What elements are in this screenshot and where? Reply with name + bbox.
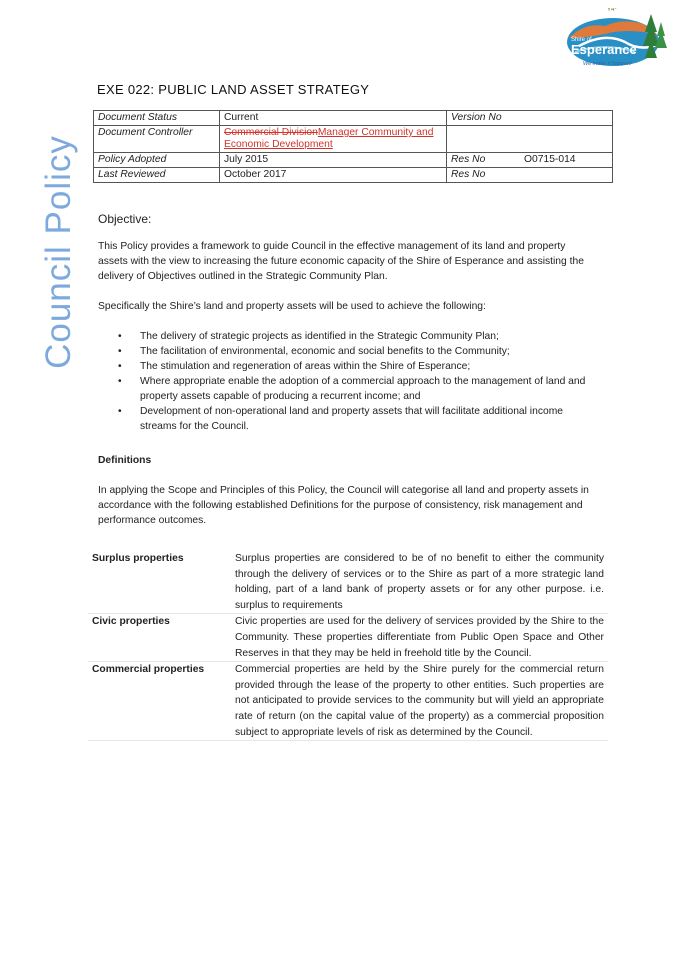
list-item: • Development of non-operational land and property assets that will facilitate additional income streams for the Council. <box>118 406 563 432</box>
bullet-icon: • <box>118 331 122 342</box>
table-row <box>94 168 613 183</box>
table-row <box>88 662 608 741</box>
logo-prefix: Shire of <box>571 37 592 43</box>
table-row <box>94 153 613 168</box>
version-no-label: Version No <box>447 111 613 126</box>
document-details-table <box>93 110 613 183</box>
list-item: • The facilitation of environmental, economic and social benefits to the Community; <box>118 346 510 357</box>
res-no-value: O0715-014 <box>520 153 613 168</box>
objective-heading: Objective: <box>98 212 152 226</box>
definition-description: Commercial properties are held by the Shire purely for the commercial return provided through the lease of the property to other entities. Such properties are not anticipated to provide services to the community but will yield an appropriate rate of return (on the capital value of the property) as a commercial proposition subject to appropriate levels of risk as determined by the Council. <box>228 662 608 741</box>
definition-description: Civic properties are used for the delivery of services provided by the Shire to the Community. These properties differentiate from Public Open Space and Other Reserves in that they may be held in freehold title by the Council. <box>228 614 608 662</box>
policy-body <box>98 212 590 528</box>
objective-specifics: Specifically the Shire’s land and property assets will be used to achieve the following: <box>98 301 486 312</box>
definitions-table <box>88 551 608 741</box>
policy-title: EXE 022: PUBLIC LAND ASSET STRATEGY <box>97 82 370 97</box>
bullet-icon: • <box>118 406 122 417</box>
table-row <box>88 551 608 614</box>
document-controller-label: Document Controller <box>94 126 220 153</box>
table-row <box>94 111 613 126</box>
table-row <box>88 614 608 662</box>
document-controller-value <box>220 126 447 153</box>
empty-cell <box>447 126 613 153</box>
policy-adopted-label: Policy Adopted <box>94 153 220 168</box>
bullet-icon: • <box>118 376 122 387</box>
logo-tagline: We make it happen! <box>583 61 632 67</box>
definition-term: Commercial properties <box>88 662 228 741</box>
objective-list <box>98 329 590 434</box>
deleted-text: Commercial Division <box>224 127 318 138</box>
bullet-icon: • <box>118 361 122 372</box>
table-row <box>94 126 613 153</box>
definitions-heading: Definitions <box>98 455 152 466</box>
last-reviewed-value: October 2017 <box>220 168 447 183</box>
res-no-label-2: Res No <box>447 168 613 183</box>
list-item: • The stimulation and regeneration of areas within the Shire of Esperance; <box>118 361 471 372</box>
definition-term: Civic properties <box>88 614 228 662</box>
svg-text:Y4*: Y4* <box>607 8 617 13</box>
inserted-text: Manager Community and Economic Development <box>224 127 434 150</box>
list-item: • Where appropriate enable the adoption of a commercial approach to the management of land and property assets capable of producing a recurrent income; and <box>118 376 586 402</box>
policy-adopted-value: July 2015 <box>220 153 447 168</box>
logo-name: Esperance <box>571 42 637 57</box>
bullet-icon: • <box>118 346 122 357</box>
document-status-value: Current <box>220 111 447 126</box>
res-no-label: Res No <box>447 153 521 168</box>
definitions-intro: In applying the Scope and Principles of this Policy, the Council will categorise all land and property assets in accordance with the following established Definitions for the purpose of consistency, risk management and performance outcomes. <box>98 485 589 526</box>
last-reviewed-label: Last Reviewed <box>94 168 220 183</box>
definition-description: Surplus properties are considered to be of no benefit to either the community through the delivery of services or to the Shire as part of a more strategic land holding, part of a land bank of property assets or for any other purpose. i.e. surplus to requirements <box>228 551 608 614</box>
shire-of-esperance-logo <box>565 8 670 70</box>
objective-paragraph: This Policy provides a framework to guide Council in the effective management of its land and property assets with the view to increasing the future economic capacity of the Shire of Esperance and assisting the delivery of Objectives outlined in the Strategic Community Plan. <box>98 241 584 282</box>
document-status-label: Document Status <box>94 111 220 126</box>
definition-term: Surplus properties <box>88 551 228 614</box>
council-policy-banner: Council Policy <box>39 135 78 369</box>
list-item: • The delivery of strategic projects as identified in the Strategic Community Plan; <box>118 331 499 342</box>
